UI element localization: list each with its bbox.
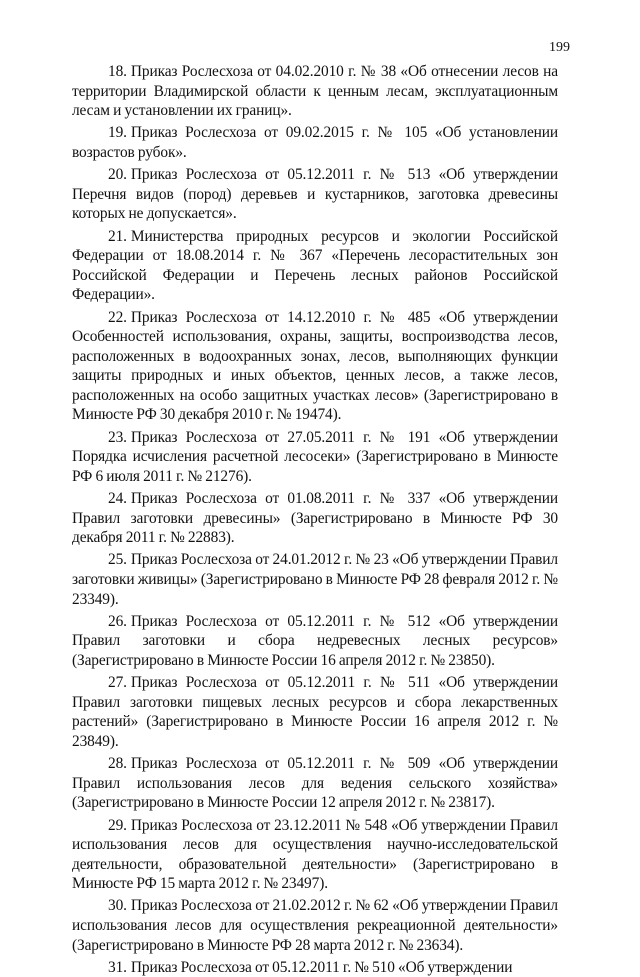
page-number: 199	[549, 40, 570, 55]
list-item	[72, 308, 558, 426]
item-text: Приказ Рослесхоза от 01.08.2011 г. № 337 «Об утверждении Правил заготовки древесины» (Зарегистрировано в Минюсте РФ 30 декабря 2011 г. № 22883).	[72, 490, 558, 547]
reference-list	[72, 62, 558, 977]
item-number: 27.	[108, 674, 127, 692]
item-number: 29.	[108, 816, 127, 834]
item-text: Приказ Рослесхоза от 05.12.2011 г. № 511 «Об утверждении Правил заготовки пищевых лесных ресурсов и сбора лекарственных растений» (Зарегистрировано в Минюсте России 16 апреля 2012 г. № 23849).	[72, 674, 558, 750]
item-number: 22.	[108, 308, 127, 326]
item-number: 24.	[108, 490, 127, 508]
item-text: Приказ Рослесхоза от 23.12.2011 № 548 «Об утверждении Правил использования лесов для осуществления научно-исследовательской деятельности, образовательной деятельности» (Зарегистрировано в Минюсте РФ 15 марта 2012 г. № 23497).	[72, 816, 558, 893]
item-number: 20.	[108, 166, 127, 184]
item-text: Приказ Рослесхоза от 05.12.2011 г. № 512 «Об утверждении Правил заготовки и сбора недревесных лесных ресурсов» (Зарегистрировано в Минюсте России 16 апреля 2012 г. № 23850).	[72, 612, 558, 669]
list-item	[72, 62, 558, 121]
item-number: 23.	[108, 428, 127, 446]
list-item	[72, 958, 558, 977]
item-text: Приказ Рослесхоза от 09.02.2015 г. № 105 «Об установлении возрастов рубок».	[72, 124, 558, 161]
item-number: 25.	[108, 551, 127, 569]
item-number: 31.	[108, 958, 127, 976]
item-number: 19.	[108, 124, 127, 142]
item-number: 18.	[108, 63, 127, 80]
item-number: 30.	[108, 897, 127, 915]
list-item	[72, 896, 558, 955]
list-item	[72, 165, 558, 224]
item-text: Приказ Рослесхоза от 21.02.2012 г. № 62 «Об утверждении Правил использования лесов для осуществления рекреационной деятельности» (Зарегистрировано в Минюсте РФ 28 марта 2012 г. № 23634).	[72, 897, 558, 954]
list-item	[72, 612, 558, 671]
list-item	[72, 428, 558, 487]
item-number: 21.	[108, 227, 127, 245]
list-item	[72, 754, 558, 813]
list-item	[72, 489, 558, 548]
item-text: Приказ Рослесхоза от 27.05.2011 г. № 191 «Об утверждении Порядка исчисления расчетной лесосеки» (Зарегистрировано в Минюсте РФ 6 июля 2011 г. № 21276).	[72, 428, 558, 485]
item-number: 26.	[108, 612, 127, 630]
list-item	[72, 673, 558, 751]
item-text: Приказ Рослесхоза от 14.12.2010 г. № 485 «Об утверждении Особенностей использования, охраны, защиты, воспроизводства лесов, расположенных в водоохранных зонах, лесов, выполняющих функции защиты природных и иных объектов, ценных лесов, а также лесов, расположенных на особо защитных участках лесов» (Зарегистрировано в Минюсте РФ 30 декабря 2010 г. № 19474).	[72, 308, 558, 424]
item-text: Министерства природных ресурсов и экологии Российской Федерации от 18.08.2014 г. № 367 «Перечень лесорастительных зон Российской Федерации и Перечень лесных районов Российской Федерации».	[72, 227, 558, 304]
list-item	[72, 227, 558, 305]
item-text: Приказ Рослесхоза от 04.02.2010 г. № 38 «Об отнесении лесов на территории Владимирской области к ценным лесам, эксплуатационным лесам и установлении их границ».	[72, 63, 558, 120]
item-text: Приказ Рослесхоза от 24.01.2012 г. № 23 «Об утверждении Правил заготовки живицы» (Зарегистрировано в Минюсте РФ 28 февраля 2012 г. № 23349).	[72, 551, 558, 608]
item-number: 28.	[108, 755, 127, 773]
list-item	[72, 550, 558, 609]
item-text: Приказ Рослесхоза от 05.12.2011 г. № 509 «Об утверждении Правил использования лесов для ведения сельского хозяйства» (Зарегистрировано в Минюсте России 12 апреля 2012 г. № 23817).	[72, 755, 558, 812]
list-item	[72, 123, 558, 162]
item-text: Приказ Рослесхоза от 05.12.2011 г. № 513 «Об утверждении Перечня видов (пород) деревьев и кустарников, заготовка древесины которых не допускается».	[72, 166, 558, 223]
item-text: Приказ Рослесхоза от 05.12.2011 г. № 510 «Об утверждении	[130, 958, 513, 976]
list-item	[72, 816, 558, 894]
